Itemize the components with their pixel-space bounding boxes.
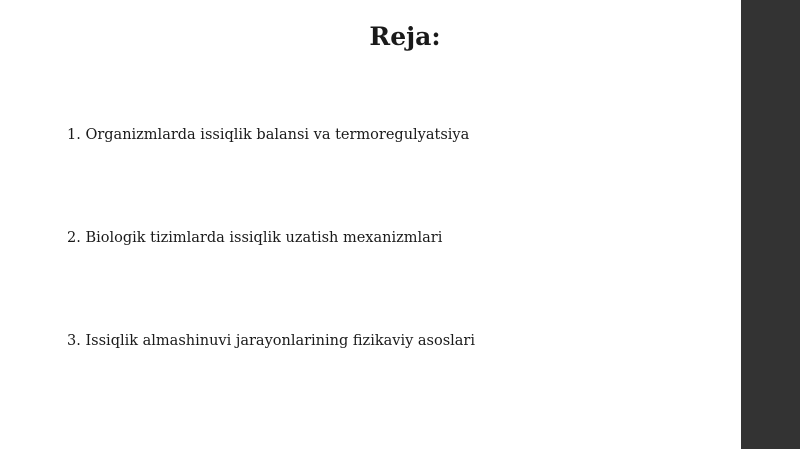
plan-item-1: 1. Organizmlarda issiqlik balansi va termoregulyatsiya <box>67 127 470 143</box>
side-panel <box>741 0 800 449</box>
slide-title: Reja: <box>369 22 441 51</box>
plan-item-2: 2. Biologik tizimlarda issiqlik uzatish mexanizmlari <box>67 230 443 246</box>
plan-item-3: 3. Issiqlik almashinuvi jarayonlarining fizikaviy asoslari <box>67 333 476 349</box>
